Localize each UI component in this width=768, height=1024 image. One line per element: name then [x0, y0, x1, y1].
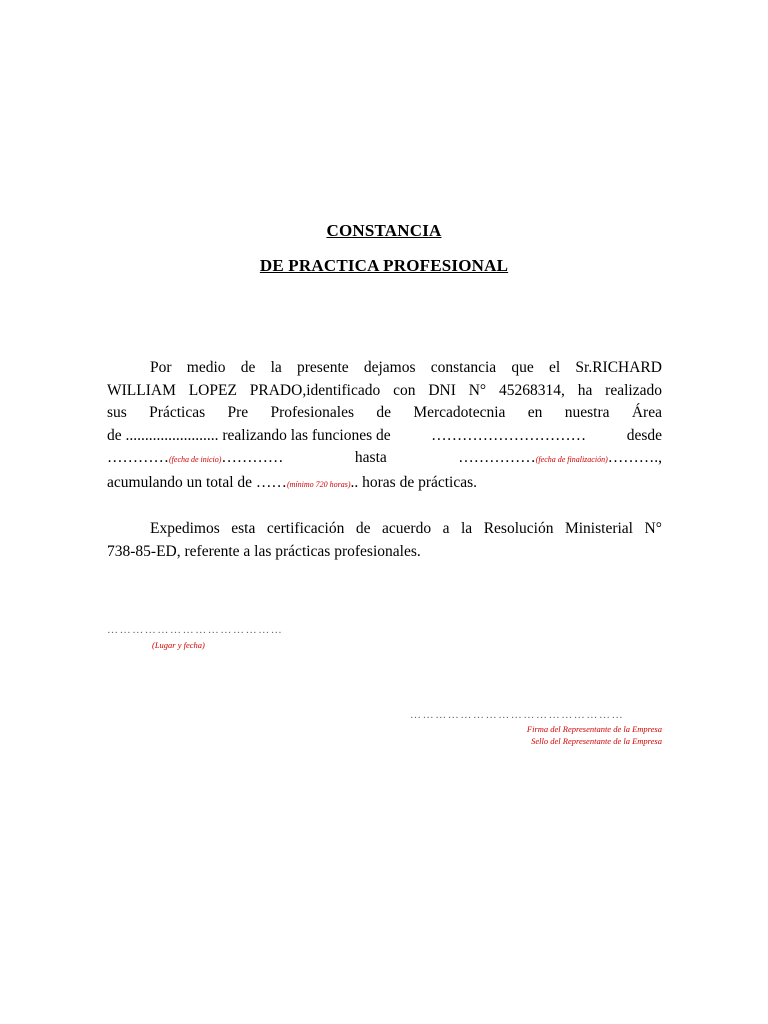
functions-text: de ........................ realizando las funciones de	[107, 426, 391, 444]
word: Ministerial	[564, 520, 633, 537]
word: presente	[297, 359, 349, 376]
document-title: CONSTANCIA	[326, 221, 442, 240]
paragraph-line-1	[107, 518, 662, 541]
paragraph-line-5	[107, 447, 662, 472]
word: N°	[644, 520, 662, 537]
word: el	[548, 359, 561, 376]
word: N°	[468, 381, 487, 399]
word: de	[355, 520, 371, 537]
stamp-label: Sello del Representante de la Empresa	[531, 736, 662, 746]
word: Profesionales	[270, 404, 354, 421]
paragraph-line-6	[107, 472, 662, 497]
word: Expedimos	[150, 520, 220, 537]
end-date-hint: (fecha de finalización)	[535, 455, 608, 464]
blank-dots: ……………	[458, 449, 536, 466]
paragraph-line-4	[107, 425, 662, 448]
word: Por	[150, 359, 172, 376]
word: hasta	[354, 449, 387, 466]
word: Resolución	[483, 520, 554, 537]
word: la	[461, 520, 473, 537]
word: Mercadotecnia	[413, 404, 506, 421]
word: nuestra	[564, 404, 610, 421]
word: medio	[186, 359, 226, 376]
start-date-hint: (fecha de inicio)	[169, 455, 222, 464]
functions-blank: …………………………	[431, 426, 587, 444]
word: constancia	[430, 359, 497, 376]
start-date-field	[107, 447, 283, 472]
word: LOPEZ	[188, 381, 237, 399]
paragraph-line-1	[107, 357, 662, 380]
word: sus	[107, 404, 127, 421]
word: de	[376, 404, 391, 421]
word: DNI	[428, 381, 456, 399]
word: certificación	[266, 520, 345, 537]
word: realizado	[605, 381, 662, 399]
place-date-line: ……………………………………	[107, 624, 284, 636]
place-date-label: (Lugar y fecha)	[152, 640, 205, 650]
word: a	[442, 520, 450, 537]
word: WILLIAM	[107, 381, 176, 399]
word: dejamos	[363, 359, 416, 376]
word: PRADO,identificado	[249, 381, 381, 399]
word: la	[270, 359, 282, 376]
word: esta	[231, 520, 256, 537]
paragraph-line-2	[107, 380, 662, 403]
paragraph-line-3	[107, 402, 662, 425]
signature-label: Firma del Representante de la Empresa	[526, 724, 662, 734]
hours-text-end: .. horas de prácticas.	[350, 473, 478, 491]
hours-hint: (mínimo 720 horas)	[286, 479, 351, 489]
word: desde	[626, 426, 662, 444]
word: que	[511, 359, 534, 376]
word: ha	[577, 381, 593, 399]
word: acuerdo	[382, 520, 432, 537]
hours-text: acumulando un total de ……	[107, 473, 287, 491]
word: en	[527, 404, 543, 421]
blank-dots: ……….,	[607, 449, 662, 466]
document-subtitle: DE PRACTICA PROFESIONAL	[259, 256, 509, 275]
blank-dots: …………	[107, 449, 169, 466]
blank-dots: …………	[221, 449, 284, 466]
main-paragraph	[107, 357, 662, 496]
word: Pre	[227, 404, 249, 421]
signature-line: ……………………………………………	[410, 709, 625, 721]
word: de	[240, 359, 256, 376]
paragraph-line-2: 738-85-ED, referente a las prácticas profesionales.	[107, 542, 421, 560]
word: 45268314,	[498, 381, 565, 399]
word: Sr.RICHARD	[575, 359, 662, 376]
certification-paragraph	[107, 518, 662, 563]
word: con	[393, 381, 416, 399]
end-date-field	[458, 447, 662, 472]
word: Prácticas	[149, 404, 206, 421]
word: Área	[631, 404, 662, 421]
